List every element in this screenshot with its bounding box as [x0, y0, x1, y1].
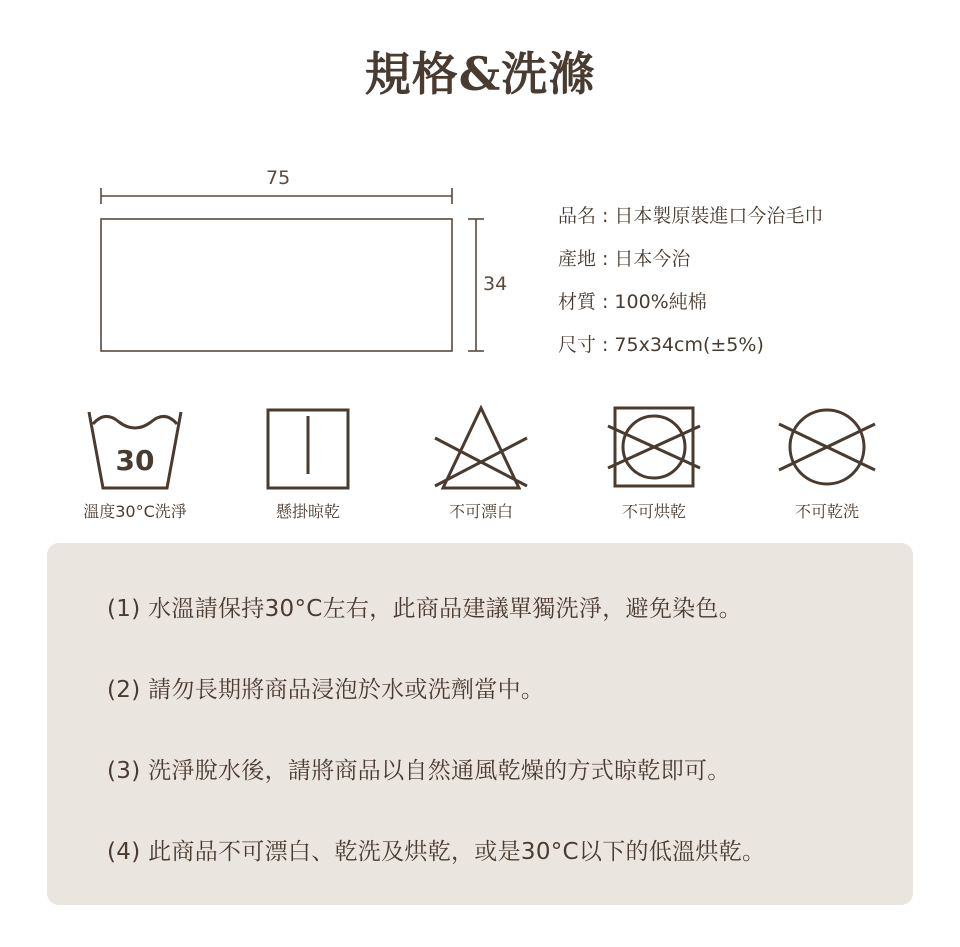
towel-dimension-diagram — [90, 160, 510, 364]
spec-label: 產地 — [558, 248, 597, 270]
care-label-no-bleach: 不可漂白 — [448, 502, 513, 521]
page-title: 規格&洗滌 — [364, 47, 596, 101]
width-label: 75 — [266, 167, 291, 189]
spec-row-material: 材質 : 100%純棉 — [558, 291, 707, 313]
care-label-wash: 溫度30°C洗淨 — [83, 502, 187, 521]
care-label-no-dry-clean: 不可乾洗 — [794, 502, 859, 521]
care-label-hang-dry: 懸掛晾乾 — [275, 502, 340, 521]
care-item-no-tumble-dry — [559, 402, 749, 521]
spec-label: 材質 — [558, 291, 597, 313]
spec-value: 75x34cm(±5%) — [614, 334, 764, 356]
note-3: (3) 洗淨脫水後，請將商品以自然通風乾燥的方式晾乾即可。 — [107, 758, 731, 784]
care-label-no-tumble-dry: 不可烘乾 — [621, 502, 686, 521]
care-symbols — [0, 402, 960, 532]
care-item-no-bleach — [386, 402, 576, 521]
spec-row-name: 品名 : 日本製原裝進口今治毛巾 — [558, 205, 824, 227]
spec-row-origin: 產地 : 日本今治 — [558, 248, 691, 270]
care-item-hang-dry — [213, 402, 403, 521]
spec-value: 日本今治 — [614, 248, 691, 270]
spec-row-size: 尺寸 : 75x34cm(±5%) — [558, 334, 764, 356]
no-dry-clean-icon — [767, 402, 887, 494]
towel-outline-svg — [90, 160, 510, 360]
note-4: (4) 此商品不可漂白、乾洗及烘乾，或是30°C以下的低溫烘乾。 — [107, 839, 766, 865]
no-bleach-icon — [421, 402, 541, 494]
spec-value: 日本製原裝進口今治毛巾 — [614, 205, 824, 227]
spec-label: 尺寸 — [558, 334, 597, 356]
wash-30-icon — [75, 402, 195, 494]
hang-dry-icon — [248, 402, 368, 494]
note-2: (2) 請勿長期將商品浸泡於水或洗劑當中。 — [107, 677, 545, 703]
wash-temp-number: 30 — [115, 444, 155, 477]
height-label: 34 — [483, 273, 508, 295]
care-item-no-dry-clean — [732, 402, 922, 521]
spec-label: 品名 — [558, 205, 597, 227]
note-1: (1) 水溫請保持30°C左右，此商品建議單獨洗淨，避免染色。 — [107, 596, 743, 622]
no-tumble-dry-icon — [594, 402, 714, 494]
care-notes-panel — [47, 543, 913, 905]
spec-value: 100%純棉 — [614, 291, 707, 313]
care-item-wash — [40, 402, 230, 521]
spec-list — [558, 195, 823, 367]
